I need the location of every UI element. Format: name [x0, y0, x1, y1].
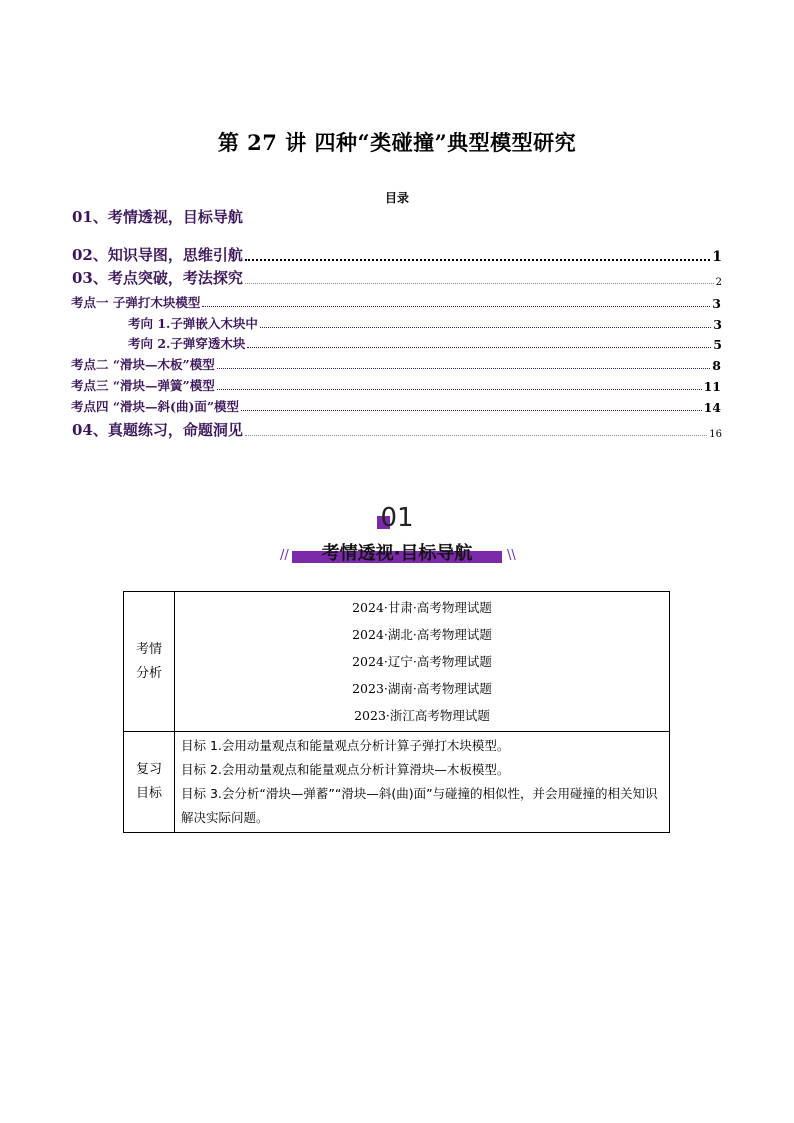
toc-leader — [202, 306, 710, 307]
toc-page-number: 2 — [715, 277, 722, 288]
document-title: 第 27 讲 四种“类碰撞”典型模型研究 — [217, 130, 577, 155]
goal-item: 目标 1.会用动量观点和能量观点分析计算子弹打木块模型。 — [181, 738, 510, 753]
exam-item: 2024·辽宁·高考物理试题 — [352, 654, 492, 669]
toc-entry-1[interactable] — [72, 206, 722, 227]
toc-page-number: 1 — [712, 249, 722, 265]
goal-item: 目标 3.会分析“滑块—弹蓄”“滑块—斜(曲)面”与碰撞的相似性，并会用碰撞的相关知识解决实际问题。 — [181, 786, 658, 825]
exam-item: 2023·湖南·高考物理试题 — [352, 681, 492, 696]
toc-leader — [260, 327, 711, 328]
toc-leader — [241, 410, 702, 411]
exam-list — [175, 592, 670, 732]
toc-entry-label: 考点三 “滑块—弹簧”模型 — [71, 378, 215, 393]
toc-page-number: 14 — [703, 400, 721, 415]
toc-entry-9[interactable] — [71, 397, 721, 415]
label-line: 分析 — [135, 665, 162, 681]
goal-item: 目标 2.会用动量观点和能量观点分析计算滑块—木板模型。 — [181, 762, 510, 777]
toc-leader — [245, 283, 714, 284]
exam-item: 2023·浙江高考物理试题 — [354, 708, 490, 723]
exam-item: 2024·湖北·高考物理试题 — [352, 627, 492, 642]
toc-entry-4[interactable] — [71, 293, 721, 311]
section-banner-title: 考情透视·目标导航 — [321, 543, 473, 564]
toc-page-number: 8 — [712, 358, 721, 373]
exam-item: 2024·甘肃·高考物理试题 — [352, 600, 492, 615]
toc-entry-label: 考向 2.子弹穿透木块 — [128, 336, 246, 351]
toc-entry-label: 考向 1.子弹嵌入木块中 — [128, 316, 258, 331]
toc-entry-label: 02、知识导图，思维引航 — [72, 246, 243, 264]
toc-page-number: 5 — [713, 337, 722, 352]
toc-page-number: 16 — [709, 429, 722, 440]
toc-leader — [245, 259, 710, 261]
toc-heading: 目录 — [384, 191, 409, 205]
toc-entry-8[interactable] — [71, 376, 721, 394]
section-banner — [292, 541, 502, 563]
review-goals — [175, 732, 670, 833]
toc-leader — [217, 389, 702, 390]
toc-entry-label: 01、考情透视，目标导航 — [72, 208, 243, 226]
toc-leader — [245, 435, 707, 436]
exam-analysis-table — [123, 591, 670, 833]
toc-page-number: 11 — [703, 379, 721, 394]
table-row — [124, 732, 670, 833]
section-number: 01 — [380, 503, 414, 533]
left-slash-decoration: // — [280, 548, 289, 563]
toc-entry-label: 考点二 “滑块—木板”模型 — [71, 357, 215, 372]
toc-entry-label: 考点一 子弹打木块模型 — [71, 295, 201, 310]
table-row — [124, 592, 670, 732]
label-line: 考情 — [135, 641, 162, 657]
review-goals-label — [124, 732, 175, 833]
label-line: 复习 — [135, 762, 162, 777]
toc-page-number: 3 — [713, 317, 722, 332]
toc-page-number: 3 — [712, 296, 721, 311]
toc-entry-2[interactable] — [72, 244, 722, 265]
toc-entry-3[interactable] — [72, 267, 722, 288]
toc-entry-label: 03、考点突破，考法探究 — [72, 269, 243, 287]
toc-entry-10[interactable] — [72, 419, 722, 440]
toc-leader — [247, 347, 711, 348]
toc-leader — [217, 368, 711, 369]
toc-entry-7[interactable] — [71, 355, 721, 373]
toc-entry-label: 04、真题练习，命题洞见 — [72, 421, 243, 439]
toc-entry-label: 考点四 “滑块—斜(曲)面”模型 — [71, 399, 240, 414]
toc-entry-5[interactable] — [72, 314, 722, 332]
toc-entry-6[interactable] — [72, 334, 722, 352]
right-slash-decoration: \\ — [507, 548, 516, 563]
label-line: 目标 — [135, 786, 162, 801]
exam-analysis-label — [124, 592, 175, 732]
